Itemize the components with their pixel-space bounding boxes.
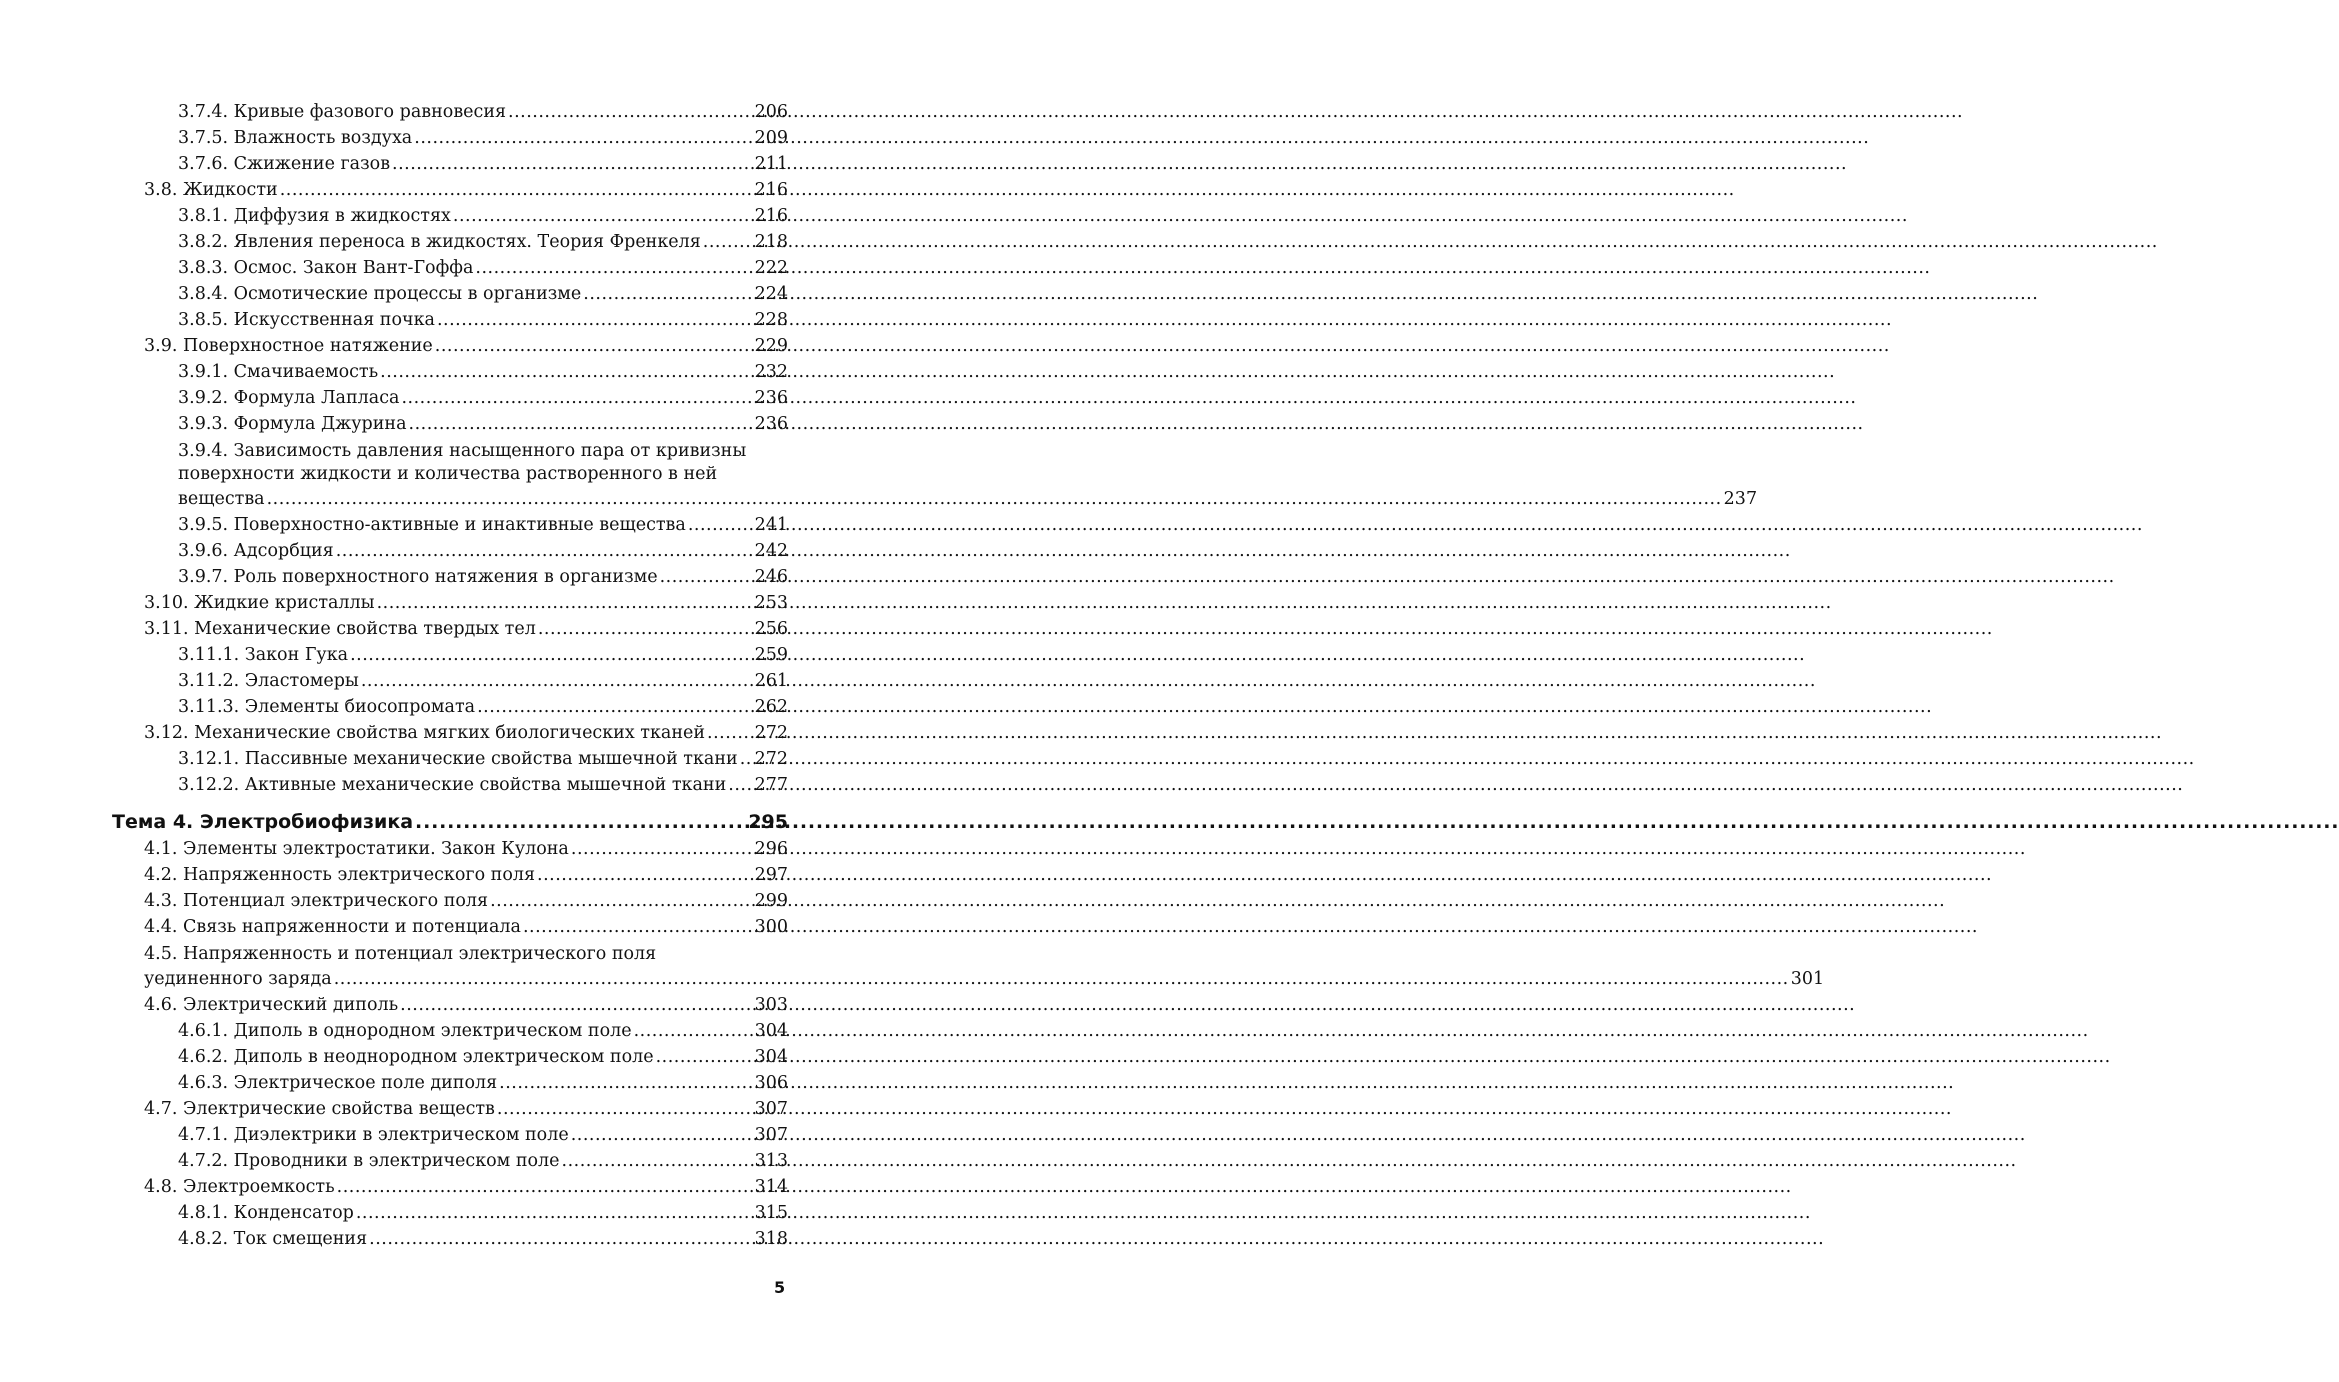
toc-entry: 3.9.3. Формула Джурина ..... 236 [112,411,788,437]
toc-entry: 3.12. Механические свойства мягких биологических тканей ..... 272 [112,720,788,746]
toc-page-number: 232 [754,362,788,382]
toc-entry: 3.9. Поверхностное натяжение ..... 229 [112,333,788,359]
toc-entry: 3.7.4. Кривые фазового равновесия ..... 206 [112,99,788,125]
toc-entry: 3.11.3. Элементы биосопромата ..... 262 [112,694,788,720]
toc-entry: 4.6. Электрический диполь ..... 303 [112,992,788,1018]
toc-page-number: 206 [754,102,788,122]
toc-entry: 3.8. Жидкости ..... 216 [112,177,788,203]
toc-topic-heading: Тема 4. Электробиофизика ..... 295 [112,808,788,836]
toc-page-number: 307 [754,1125,788,1145]
toc-entry: 4.8. Электроемкость ..... 314 [112,1174,788,1200]
toc-entry: 4.4. Связь напряженности и потенциала ..... 300 [112,914,788,940]
toc-entry-multiline: 3.9.4. Зависимость давления насыщенного пара от кривизны поверхности жидкости и количества растворенного в ней вещества ..... 237 [112,440,788,512]
toc-entry: 3.7.5. Влажность воздуха ..... 209 [112,125,788,151]
toc-page-number: 218 [754,232,788,252]
toc-page-number: 237 [1723,489,1758,509]
toc-entry-multiline: 4.5. Напряженность и потенциал электрического поля уединенного заряда ..... 301 [112,943,788,992]
toc-entry: 3.8.4. Осмотические процессы в организме ..... 224 [112,281,788,307]
toc-entry: 3.10. Жидкие кристаллы ..... 253 [112,590,788,616]
toc-page-number: 304 [754,1047,788,1067]
toc-entry: 4.8.2. Ток смещения ..... 318 [112,1226,788,1252]
toc-entry: 3.12.2. Активные механические свойства мышечной ткани ..... 277 [112,772,788,798]
toc-page-number: 228 [754,310,788,330]
toc-page-number: 313 [754,1151,788,1171]
toc-page-number: 301 [1790,969,1825,989]
table-of-contents [112,99,1825,1252]
toc-entry: 4.1. Элементы электростатики. Закон Кулона ..... 296 [112,836,788,862]
toc-page-number: 259 [754,645,788,665]
toc-page-number: 307 [754,1099,788,1119]
toc-entry: 3.11.2. Эластомеры ..... 261 [112,668,788,694]
toc-entry: 4.6.1. Диполь в однородном электрическом поле ..... 304 [112,1018,788,1044]
toc-page-number: 262 [754,697,788,717]
toc-entry: 3.12.1. Пассивные механические свойства мышечной ткани ..... 272 [112,746,788,772]
toc-page-number: 216 [754,206,788,226]
toc-entry: 3.9.7. Роль поверхностного натяжения в организме ..... 246 [112,564,788,590]
toc-entry: 4.7. Электрические свойства веществ ..... 307 [112,1096,788,1122]
toc-entry: 4.7.1. Диэлектрики в электрическом поле ..... 307 [112,1122,788,1148]
toc-page-number: 229 [754,336,788,356]
toc-page-number: 209 [754,128,788,148]
toc-entry: 4.7.2. Проводники в электрическом поле ..... 313 [112,1148,788,1174]
toc-page-number: 256 [754,619,788,639]
toc-page-number: 272 [754,723,788,743]
toc-page-number: 299 [754,891,788,911]
page-number: 5 [774,1278,786,1297]
toc-entry: 3.11. Механические свойства твердых тел ..... 256 [112,616,788,642]
toc-page-number: 222 [754,258,788,278]
toc-page-number: 246 [754,567,788,587]
toc-entry: 3.7.6. Сжижение газов ..... 211 [112,151,788,177]
toc-page-number: 224 [754,284,788,304]
toc-page-number: 300 [754,917,788,937]
toc-entry: 3.9.6. Адсорбция ..... 242 [112,538,788,564]
toc-page-number: 211 [754,154,788,174]
toc-entry: 4.6.2. Диполь в неоднородном электрическом поле ..... 304 [112,1044,788,1070]
toc-entry: 3.9.2. Формула Лапласа ..... 236 [112,385,788,411]
toc-entry: 3.8.3. Осмос. Закон Вант-Гоффа ..... 222 [112,255,788,281]
toc-page-number: 261 [754,671,788,691]
toc-page-number: 297 [754,865,788,885]
toc-page-number: 242 [754,541,788,561]
toc-entry: 3.8.2. Явления переноса в жидкостях. Теория Френкеля ..... 218 [112,229,788,255]
toc-entry: 4.6.3. Электрическое поле диполя ..... 306 [112,1070,788,1096]
toc-entry: 4.8.1. Конденсатор ..... 315 [112,1200,788,1226]
toc-page-number: 304 [754,1021,788,1041]
toc-page-number: 241 [754,515,788,535]
toc-entry: 4.2. Напряженность электрического поля ..... 297 [112,862,788,888]
toc-page-number: 296 [754,839,788,859]
toc-page-number: 303 [754,995,788,1015]
toc-entry: 4.3. Потенциал электрического поля ..... 299 [112,888,788,914]
toc-entry: 3.9.1. Смачиваемость ..... 232 [112,359,788,385]
toc-page-number: 216 [754,180,788,200]
toc-entry: 3.11.1. Закон Гука ..... 259 [112,642,788,668]
toc-entry: 3.8.1. Диффузия в жидкостях ..... 216 [112,203,788,229]
toc-entry: 3.9.5. Поверхностно-активные и инактивные вещества ..... 241 [112,512,788,538]
toc-page-number: 318 [754,1229,788,1249]
toc-page-number: 253 [754,593,788,613]
toc-page-number: 315 [754,1203,788,1223]
toc-entry: 3.8.5. Искусственная почка ..... 228 [112,307,788,333]
toc-page-number: 295 [748,811,788,833]
toc-page-number: 306 [754,1073,788,1093]
toc-page-number: 236 [754,388,788,408]
toc-page-number: 236 [754,414,788,434]
toc-page-number: 272 [754,749,788,769]
toc-page-number: 314 [754,1177,788,1197]
toc-page-number: 277 [754,775,788,795]
